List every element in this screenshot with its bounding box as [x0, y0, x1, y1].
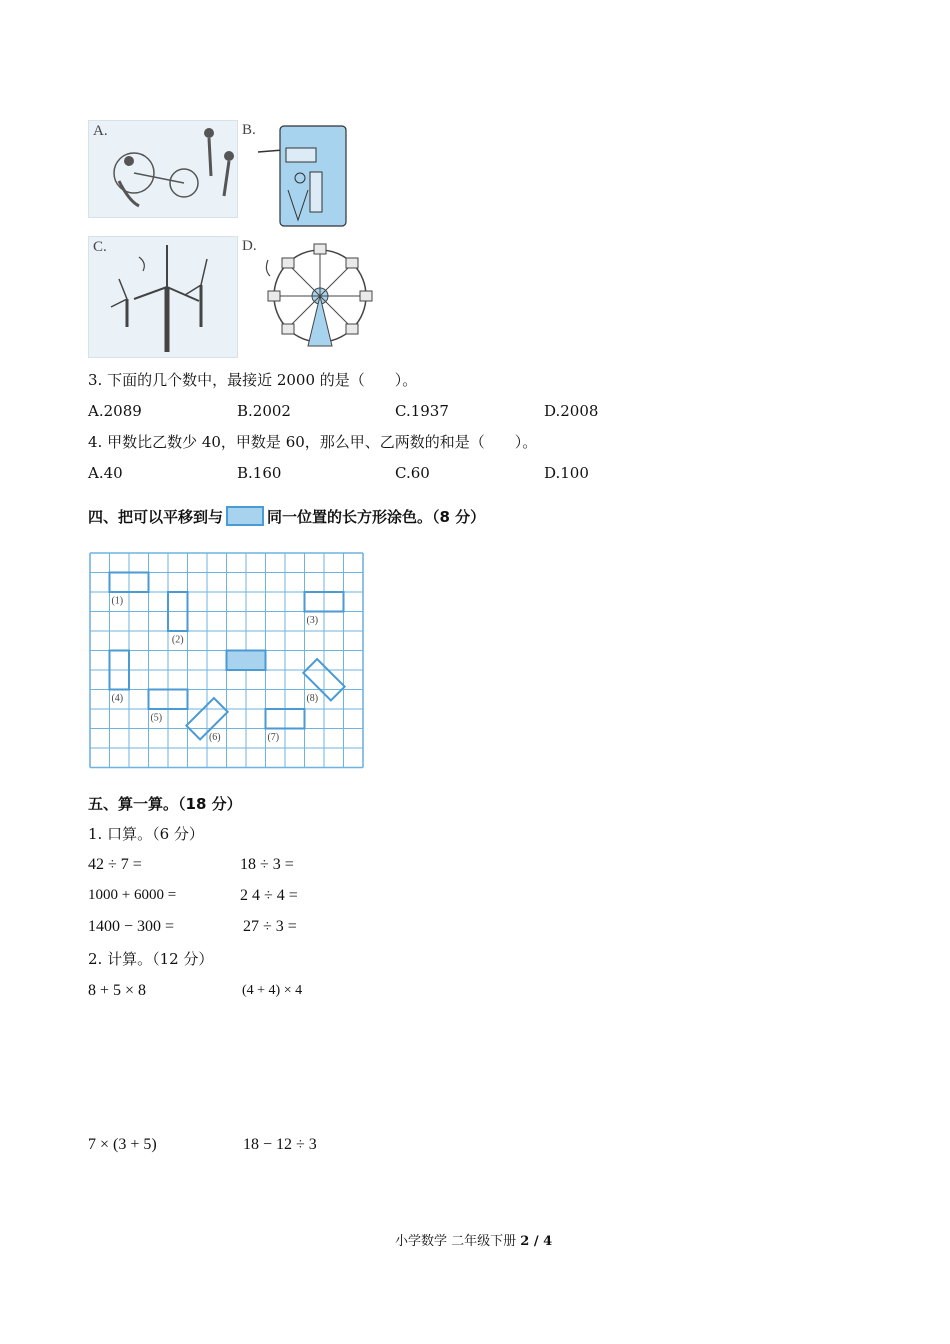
oral-3-2: 27 ÷ 3 = — [243, 918, 297, 935]
page-footer — [395, 1230, 552, 1249]
section-5-title: 五、算一算。（18 分） — [88, 795, 242, 813]
grid-rectangle-label-4: (4) — [111, 693, 124, 705]
grid-rectangle-label-7: (7) — [267, 732, 280, 744]
calc-2-2: 18 − 12 ÷ 3 — [243, 1136, 317, 1153]
section-4-title-after: 同一位置的长方形涂色。（8 分） — [267, 508, 486, 526]
page-number: 2 / 4 — [520, 1234, 553, 1249]
water-dispenser-illustration — [238, 120, 396, 230]
part-2-title: 2. 计算。（12 分） — [88, 950, 214, 968]
translation-grid — [88, 551, 368, 775]
grid-rectangle-label-5: (5) — [150, 712, 163, 724]
grid-rectangle-label-3: (3) — [306, 615, 319, 627]
q4-option-b[interactable]: B.160 — [237, 464, 282, 482]
grid-rectangle-label-8: (8) — [306, 693, 319, 705]
bicycle-repair-illustration — [89, 121, 237, 217]
question-3-stem: 3. 下面的几个数中，最接近 2000 的是（ ）。 — [88, 371, 418, 389]
section-4-title — [88, 506, 485, 527]
picture-d-label: D. — [242, 238, 257, 254]
reference-rectangle — [227, 651, 266, 671]
picture-c-label: C. — [93, 239, 107, 255]
q3-option-d[interactable]: D.2008 — [544, 402, 599, 420]
reference-rectangle-icon — [226, 506, 264, 526]
section-4-title-before: 四、把可以平移到与 — [88, 508, 224, 526]
calc-1-2: (4 + 4) × 4 — [242, 983, 303, 998]
picture-a-label: A. — [93, 123, 108, 139]
oral-2-2: 2 4 ÷ 4 = — [240, 887, 298, 904]
q3-option-c[interactable]: C.1937 — [395, 402, 449, 420]
picture-d — [238, 236, 396, 360]
grid-rectangle-label-2: (2) — [171, 634, 184, 646]
oral-2-1: 1000 + 6000 = — [88, 887, 177, 903]
oral-1-1: 42 ÷ 7 = — [88, 856, 142, 873]
picture-b — [238, 120, 396, 230]
oral-3-1: 1400 − 300 = — [88, 918, 175, 935]
q4-option-d[interactable]: D.100 — [544, 464, 589, 482]
ferris-wheel-illustration — [238, 236, 396, 360]
part-1-title: 1. 口算。（6 分） — [88, 825, 204, 843]
q4-option-a[interactable]: A.40 — [88, 464, 123, 482]
q3-option-b[interactable]: B.2002 — [237, 402, 291, 420]
question-4-stem: 4. 甲数比乙数少 40，甲数是 60，那么甲、乙两数的和是（ ）。 — [88, 433, 538, 451]
calc-1-1: 8 + 5 × 8 — [88, 982, 147, 999]
wind-turbines-illustration — [89, 237, 237, 357]
grid-shapes — [110, 573, 345, 744]
picture-c — [88, 236, 238, 358]
picture-b-label: B. — [242, 122, 256, 138]
picture-a — [88, 120, 238, 218]
grid-rectangle-label-1: (1) — [111, 595, 124, 607]
q4-option-c[interactable]: C.60 — [395, 464, 430, 482]
footer-text: 小学数学 二年级下册 — [395, 1234, 521, 1249]
grid-rectangle-label-6: (6) — [208, 732, 221, 744]
oral-1-2: 18 ÷ 3 = — [240, 856, 294, 873]
calc-2-1: 7 × (3 + 5) — [88, 1136, 157, 1153]
q3-option-a[interactable]: A.2089 — [88, 402, 142, 420]
